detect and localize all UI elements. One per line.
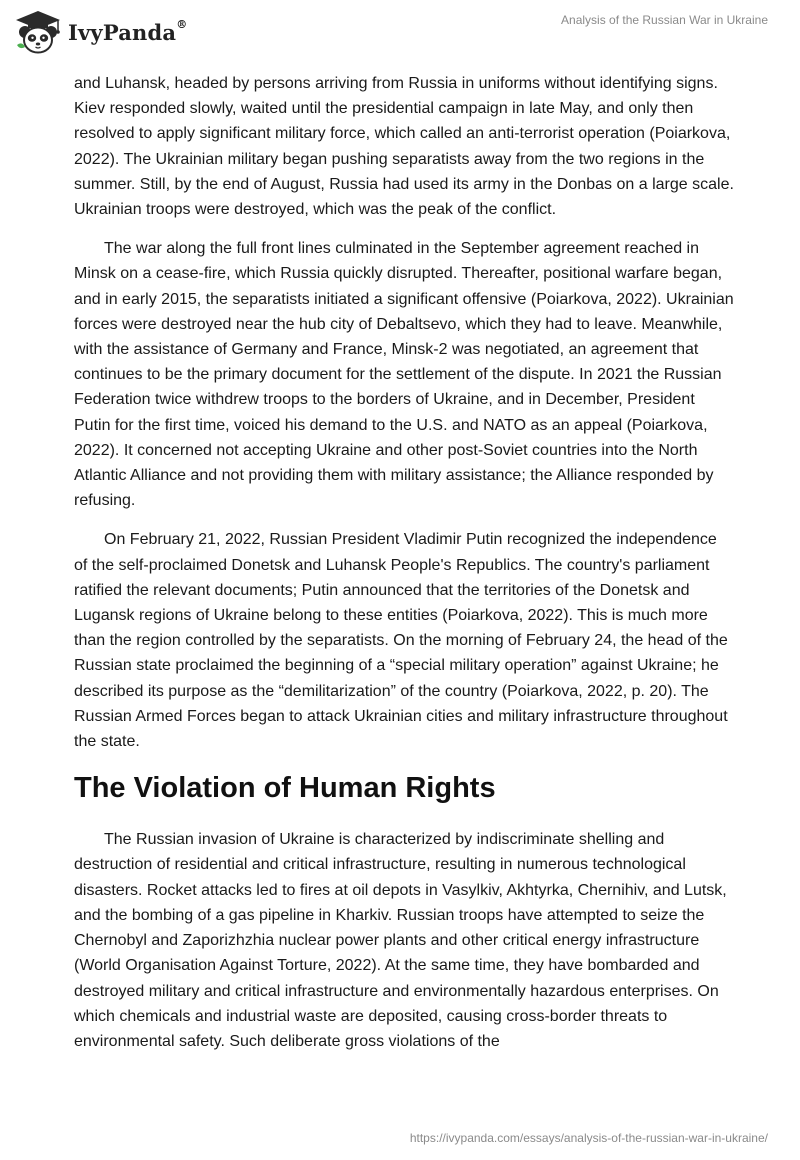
source-url[interactable]: https://ivypanda.com/essays/analysis-of-the-russian-war-in-ukraine/ (409, 1131, 768, 1145)
section-heading: The Violation of Human Rights (74, 772, 496, 805)
registered-mark: ® (176, 17, 188, 31)
page-header (0, 0, 800, 64)
paragraph: The war along the full front lines culminated in the September agreement reached in Minsk on a cease-fire, which Russia quickly disrupted. Thereafter, positional warfare began, and in early 2015, the separatists initiated a significant offensive (Poiarkova, 2022). Ukrainian forces were destroyed near the hub city of Debaltsevo, which they had to leave. Meanwhile, with the assistance of Germany and France, Minsk-2 was negotiated, an agreement that continues to be the primary document for the settlement of the dispute. In 2021 the Russian Federation twice withdrew troops to the borders of Ukraine, and in December, President Putin for the first time, voiced his demand to the U.S. and NATO as an appeal (Poiarkova, 2022). It concerned not accepting Ukraine and other post-Soviet countries into the North Atlantic Alliance and not providing them with military assistance; the Alliance responded by refusing. (74, 240, 734, 510)
essay-body (74, 71, 734, 1068)
paragraph: On February 21, 2022, Russian President Vladimir Putin recognized the independence of the self-proclaimed Donetsk and Luhansk People's Republics. The country's parliament ratified the relevant documents; Putin announced that the territories of the Donetsk and Lugansk regions of Ukraine belong to these entities (Poiarkova, 2022). This is much more than the region controlled by the separatists. On the morning of February 24, the head of the Russian state proclaimed the beginning of a “special military operation” against Ukraine; he described its purpose as the “demilitarization” of the country (Poiarkova, 2022, p. 20). The Russian Armed Forces began to attack Ukrainian cities and military infrastructure throughout the state. (74, 531, 728, 751)
panda-graduation-cap-icon (14, 9, 62, 55)
document-title: Analysis of the Russian War in Ukraine (561, 13, 768, 27)
brand-name: IvyPanda® (68, 17, 188, 45)
paragraph: and Luhansk, headed by persons arriving from Russia in uniforms without identifying signs. Kiev responded slowly, waited until the presidential campaign in late May, and only then resolved to apply significant military force, which called an anti-terrorist operation (Poiarkova, 2022). The Ukrainian military began pushing separatists away from the two regions in the summer. Still, by the end of August, Russia had used its army in the Donbas on a large scale. Ukrainian troops were destroyed, which was the peak of the conflict. (74, 75, 734, 219)
paragraph: The Russian invasion of Ukraine is characterized by indiscriminate shelling and destruction of residential and critical infrastructure, resulting in numerous technological disasters. Rocket attacks led to fires at oil depots in Vasylkiv, Akhtyrka, Chernihiv, and Lutsk, and the bombing of a gas pipeline in Kharkiv. Russian troops have attempted to seize the Chernobyl and Zaporizhzhia nuclear power plants and other critical energy infrastructure (World Organisation Against Torture, 2022). At the same time, they have bombarded and destroyed military and critical infrastructure and environmentally hazardous enterprises. On which chemicals and industrial waste are deposited, causing cross-border threats to environmental safety. Such deliberate gross violations of the (74, 831, 727, 1050)
brand-logo[interactable] (14, 6, 187, 58)
